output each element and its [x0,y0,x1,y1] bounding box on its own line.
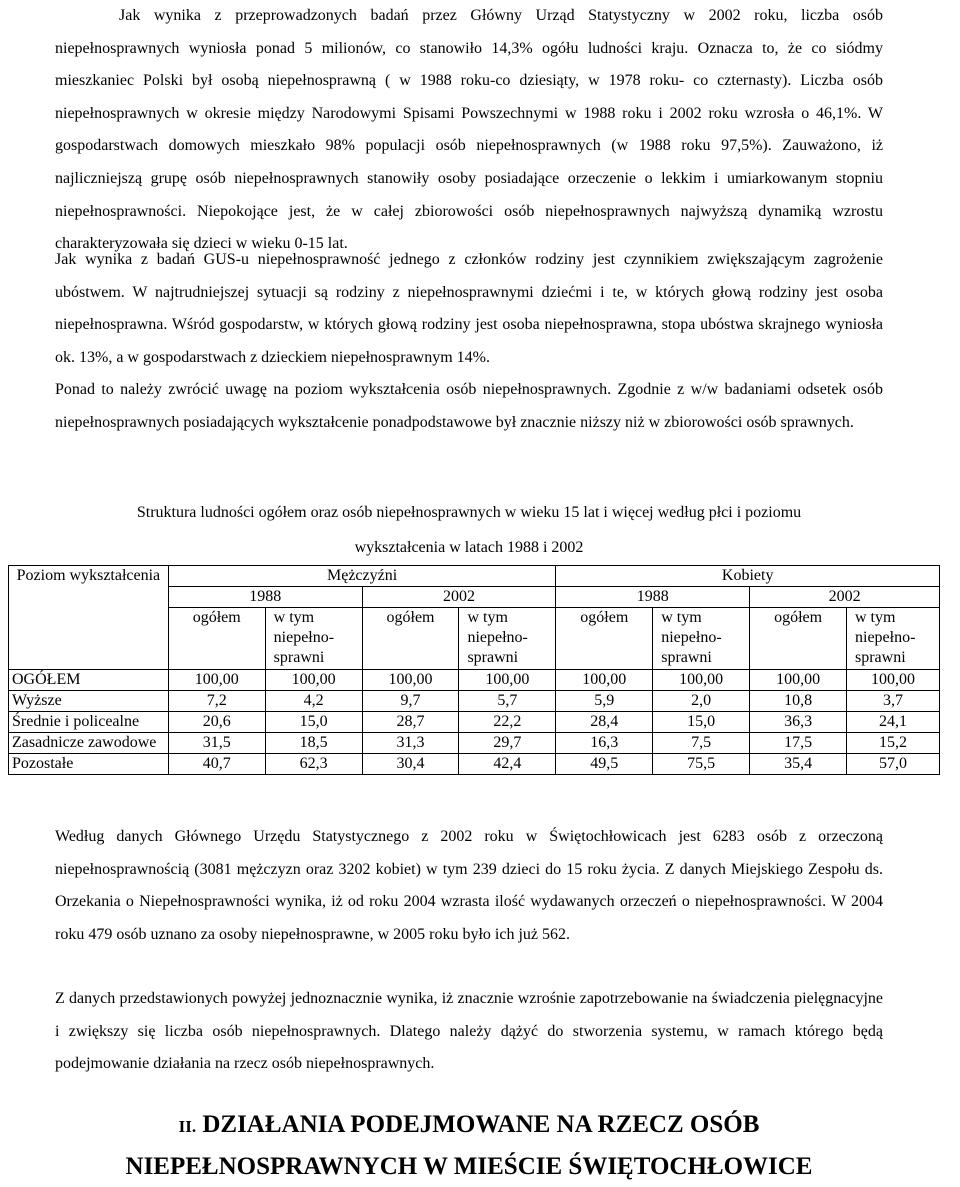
table-cell: 100,00 [847,670,940,691]
table-row [9,712,940,733]
header-year: 2002 [362,587,556,608]
header-education-level: Poziom wykształcenia [9,566,169,670]
table-cell: 5,7 [459,691,556,712]
intro-paragraph-1: Jak wynika z przeprowadzonych badań przez Główny Urząd Statystyczny w 2002 roku, liczba osób niepełnosprawnych wyniosła ponad 5 milionów, co stanowiło 14,3% ogółu ludności kraju. Oznacza to, że co siódmy mieszkaniec Polski był osobą niepełnosprawną ( w 1988 roku-co dziesiąty, w 1978 roku- co czternasty). Liczba osób niepełnosprawnych w okresie między Narodowymi Spisami Powszechnymi w 1988 roku i 2002 roku wzrosła o 46,1%. W gospodarstwach domowych mieszkało 98% populacji osób niepełnosprawnych (w 1988 roku 97,5%). Zauważono, iż najliczniejszą grupę osób niepełnosprawnych stanowiły osoby posiadające orzeczenie o lekkim i umiarkowanym stopniu niepełnosprawności. Niepokojące jest, że w całej zbiorowości osób niepełnosprawnych najwyższą dynamiką wzrostu charakteryzowała się dzieci w wieku 0-15 lat. [55,7,883,253]
table-cell: 75,5 [653,754,750,775]
table-cell: 7,5 [653,733,750,754]
table-row [9,754,940,775]
header-total: ogółem [168,608,265,670]
table-cell: 9,7 [362,691,459,712]
table-cell: 49,5 [556,754,653,775]
table-cell: 100,00 [750,670,847,691]
header-women: Kobiety [556,566,940,587]
table-cell: 15,0 [265,712,362,733]
table-cell: 2,0 [653,691,750,712]
section-heading-line-2: NIEPEŁNOSPRAWNYCH W MIEŚCIE ŚWIĘTOCHŁOWICE [125,1153,813,1180]
section-heading-line-1 [55,1105,883,1147]
table-cell: 29,7 [459,733,556,754]
table-cell: 10,8 [750,691,847,712]
header-disabled: w tym niepełno-sprawni [459,608,556,670]
table-cell: 100,00 [362,670,459,691]
outro-paragraph-1: Według danych Głównego Urzędu Statystycznego z 2002 roku w Świętochłowicach jest 6283 osób z orzeczoną niepełnosprawnością (3081 mężczyzn oraz 3202 kobiet) w tym 239 dzieci do 15 roku życia. Z danych Miejskiego Zespołu ds. Orzekania o Niepełnosprawności wynika, iż od roku 2004 wzrasta ilość wydawanych orzeczeń o niepełnosprawności. W 2004 roku 479 osób uznano za osoby niepełnosprawne, w 2005 roku było ich już 562. [55,828,883,943]
table-cell: 24,1 [847,712,940,733]
section-title-line-1: DZIAŁANIA PODEJMOWANE NA RZECZ OSÓB [202,1111,760,1138]
header-total: ogółem [750,608,847,670]
table-cell: 100,00 [459,670,556,691]
table-cell: 18,5 [265,733,362,754]
table-cell: 7,2 [168,691,265,712]
table-cell: 3,7 [847,691,940,712]
table-caption-line-2: wykształcenia w latach 1988 i 2002 [354,539,584,556]
table-row [9,733,940,754]
table-row [9,691,940,712]
header-men: Mężczyźni [168,566,556,587]
header-disabled: w tym niepełno-sprawni [653,608,750,670]
table-cell: 5,9 [556,691,653,712]
table-cell: 40,7 [168,754,265,775]
table-caption-line-1: Struktura ludności ogółem oraz osób niepełnosprawnych w wieku 15 lat i więcej według płci i poziomu [136,504,802,521]
education-structure-table [8,565,940,775]
table-cell: 35,4 [750,754,847,775]
header-year: 1988 [168,587,362,608]
table-cell: 22,2 [459,712,556,733]
table-cell: 31,3 [362,733,459,754]
header-total: ogółem [362,608,459,670]
table-cell: 42,4 [459,754,556,775]
row-label: Pozostałe [9,754,169,775]
table-cell: 4,2 [265,691,362,712]
table-cell: 31,5 [168,733,265,754]
table-cell: 20,6 [168,712,265,733]
table-cell: 17,5 [750,733,847,754]
table-cell: 28,7 [362,712,459,733]
table-cell: 15,0 [653,712,750,733]
table-cell: 100,00 [265,670,362,691]
row-label: Zasadnicze zawodowe [9,733,169,754]
table-cell: 15,2 [847,733,940,754]
table-cell: 36,3 [750,712,847,733]
table-row [9,670,940,691]
header-disabled: w tym niepełno-sprawni [265,608,362,670]
intro-paragraph-2: Jak wynika z badań GUS-u niepełnosprawność jednego z członków rodziny jest czynnikiem zwiększającym zagrożenie ubóstwem. W najtrudniejszej sytuacji są rodziny z niepełnosprawnymi dziećmi i te, w których głową rodziny jest osoba niepełnosprawna. Wśród gospodarstw, w których głową rodziny jest osoba niepełnosprawna, stopa ubóstwa skrajnego wyniosła ok. 13%, a w gospodarstwach z dzieckiem niepełnosprawnym 14%. [55,251,883,366]
table-cell: 100,00 [556,670,653,691]
table-cell: 57,0 [847,754,940,775]
table-cell: 28,4 [556,712,653,733]
outro-paragraph-2: Z danych przedstawionych powyżej jednoznacznie wynika, iż znacznie wzrośnie zapotrzebowanie na świadczenia pielęgnacyjne i zwiększy się liczba osób niepełnosprawnych. Dlatego należy dążyć do stworzenia systemu, w ramach którego będą podejmowanie działania na rzecz osób niepełnosprawnych. [55,990,883,1073]
table-cell: 16,3 [556,733,653,754]
table-cell: 100,00 [168,670,265,691]
table-cell: 100,00 [653,670,750,691]
row-label: OGÓŁEM [9,670,169,691]
intro-paragraph-3: Ponad to należy zwrócić uwagę na poziom wykształcenia osób niepełnosprawnych. Zgodnie z w/w badaniami odsetek osób niepełnosprawnych posiadających wykształcenie ponadpodstawowe był znacznie niższy niż w zbiorowości osób sprawnych. [55,381,883,431]
section-number: II. [178,1117,197,1136]
table-cell: 62,3 [265,754,362,775]
header-disabled: w tym niepełno-sprawni [847,608,940,670]
header-year: 1988 [556,587,750,608]
header-year: 2002 [750,587,940,608]
header-total: ogółem [556,608,653,670]
table-cell: 30,4 [362,754,459,775]
row-label: Średnie i policealne [9,712,169,733]
row-label: Wyższe [9,691,169,712]
